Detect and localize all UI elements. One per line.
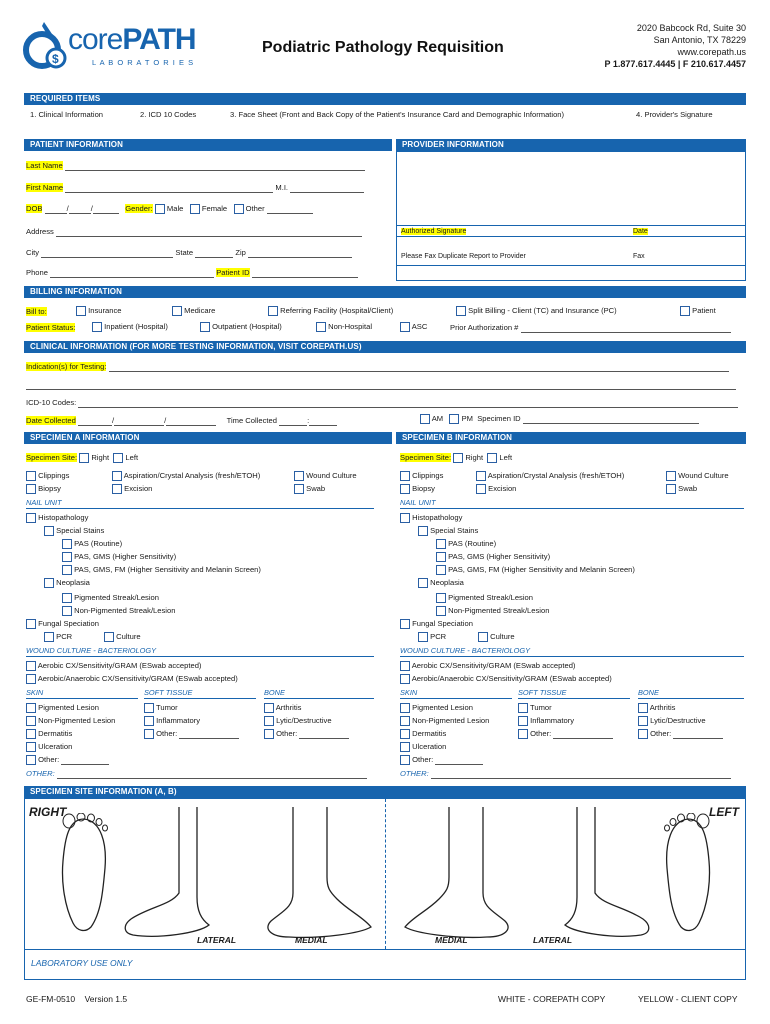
page-title: Podiatric Pathology Requisition [262,39,504,56]
time-hour-field[interactable] [279,416,310,426]
left-lateral-foot-icon [525,807,655,947]
date-collected-year[interactable] [166,418,216,426]
fungal-speciation-label: Fungal Speciation [38,619,99,628]
time-minute-field[interactable] [309,418,337,426]
wound-bacteriology-heading: WOUND CULTURE - BACTERIOLOGY [400,646,744,657]
swab-checkbox[interactable] [666,484,676,494]
asc-checkbox[interactable] [400,322,410,332]
aspiration-label: Aspiration/Crystal Analysis (fresh/ETOH) [487,471,625,480]
specimen-site-label: Specimen Site: [400,453,452,462]
pas-gms-checkbox[interactable] [62,552,72,562]
outpatient-checkbox[interactable] [200,322,210,332]
center-divider [385,799,386,949]
pas-gms-fm-checkbox[interactable] [62,565,72,575]
patient-billing-checkbox[interactable] [680,306,690,316]
svg-text:$: $ [52,52,59,66]
corepath-logo-icon [22,20,68,70]
website: www.corepath.us [677,47,746,57]
tumor-label: Tumor [529,703,552,712]
logo-core-text: core [68,23,123,56]
specimen-other-field[interactable] [431,771,731,779]
aerobic-label: Aerobic CX/Sensitivity/GRAM (ESwab accepted) [411,661,576,670]
biopsy-label: Biopsy [38,484,61,493]
skin-other-field[interactable] [435,757,483,765]
histopathology-label: Histopathology [412,513,463,522]
other-gender-checkbox[interactable] [234,204,244,214]
date-collected-day[interactable] [111,416,167,426]
dob-separator: / [90,204,93,213]
bone-other-checkbox[interactable] [264,729,274,739]
auth-signature-label: Authorized Signature [401,228,467,235]
specimen-a-bar: SPECIMEN A INFORMATION [24,432,392,444]
date-separator: / [164,416,167,425]
date-collected-label: Date Collected [26,416,76,425]
male-checkbox[interactable] [155,204,165,214]
inpatient-checkbox[interactable] [92,322,102,332]
pas-gms-fm-checkbox[interactable] [436,565,446,575]
first-name-field[interactable] [65,185,273,193]
other-gender-label: Other [245,204,265,213]
state-label: State [175,248,194,257]
aspiration-checkbox[interactable] [112,471,122,481]
insurance-label: Insurance [88,306,122,315]
female-checkbox[interactable] [190,204,200,214]
pigmented-lesion-label: Pigmented Lesion [412,703,473,712]
dob-month-field[interactable] [45,206,67,214]
patient-billing-label: Patient [692,306,716,315]
wound-culture-checkbox[interactable] [294,471,304,481]
pigmented-streak-checkbox[interactable] [436,593,446,603]
left-sole-icon [653,813,723,933]
pas-routine-checkbox[interactable] [62,539,72,549]
medial-label-left: MEDIAL [435,935,468,945]
non-pigmented-streak-checkbox[interactable] [436,606,446,616]
ulceration-label: Ulceration [412,742,447,751]
specimen-site-label: Specimen Site: [26,453,78,462]
city-label: City [26,248,40,257]
bone-other-label: Other: [276,729,298,738]
lytic-checkbox[interactable] [264,716,274,726]
culture-label: Culture [116,632,141,641]
skin-other-label: Other: [38,755,60,764]
anaerobic-label: Aerobic/Anaerobic CX/Sensitivity/GRAM (ESwab accepted) [411,674,612,683]
white-copy-label: WHITE - COREPATH COPY [498,994,606,1004]
provider-date-label: Date [633,228,648,235]
soft-tissue-heading: SOFT TISSUE [144,688,256,699]
last-name-label: Last Name [26,161,63,170]
ulceration-checkbox[interactable] [26,742,36,752]
date-collected-month[interactable] [78,416,115,426]
yellow-copy-label: YELLOW - CLIENT COPY [638,994,738,1004]
swab-checkbox[interactable] [294,484,304,494]
neoplasia-checkbox[interactable] [418,578,428,588]
non-pigmented-streak-checkbox[interactable] [62,606,72,616]
special-stains-label: Special Stains [56,526,105,535]
pas-routine-label: PAS (Routine) [448,539,497,548]
neoplasia-label: Neoplasia [56,578,90,587]
site-right-checkbox[interactable] [79,453,89,463]
phone-label: Phone [26,268,48,277]
special-stains-label: Special Stains [430,526,479,535]
soft-other-field[interactable] [179,731,239,739]
site-left-label: Left [499,453,513,462]
asc-label: ASC [411,322,428,331]
non-pigmented-lesion-checkbox[interactable] [26,716,36,726]
skin-heading: SKIN [26,688,138,699]
clinical-info-bar: CLINICAL INFORMATION (FOR MORE TESTING INFORMATION, VISIT COREPATH.US) [24,341,746,353]
site-left-checkbox[interactable] [487,453,497,463]
right-sole-icon [49,813,119,933]
split-billing-label: Split Billing - Client (TC) and Insurance (PC) [468,306,617,315]
non-pigmented-lesion-label: Non-Pigmented Lesion [38,716,116,725]
inflammatory-label: Inflammatory [530,716,575,725]
pas-gms-fm-label: PAS, GMS, FM (Higher Sensitivity and Melanin Screen) [448,565,635,574]
fungal-speciation-label: Fungal Speciation [412,619,473,628]
bone-heading: BONE [264,688,374,699]
logo-subtitle: L A B O R A T O R I E S [92,58,195,67]
dermatitis-label: Dermatitis [412,729,447,738]
soft-tissue-heading: SOFT TISSUE [518,688,630,699]
phone-fax: P 1.877.617.4445 | F 210.617.4457 [604,59,746,69]
ulceration-label: Ulceration [38,742,73,751]
bone-other-field[interactable] [299,731,349,739]
left-medial-foot-icon [393,807,523,947]
pas-gms-fm-label: PAS, GMS, FM (Higher Sensitivity and Melanin Screen) [74,565,261,574]
site-left-label: Left [125,453,139,462]
aspiration-label: Aspiration/Crystal Analysis (fresh/ETOH) [123,471,261,480]
time-collected-label: Time Collected [226,416,277,425]
outpatient-label: Outpatient (Hospital) [212,322,282,331]
lab-address [605,22,746,70]
indications-field-2[interactable] [26,382,736,390]
pcr-label: PCR [56,632,73,641]
excision-checkbox[interactable] [476,484,486,494]
clippings-label: Clippings [412,471,444,480]
anaerobic-checkbox[interactable] [26,674,36,684]
mi-field[interactable] [290,185,364,193]
skin-other-label: Other: [412,755,434,764]
non-pigmented-streak-label: Non-Pigmented Streak/Lesion [74,606,176,615]
gender-label: Gender: [125,204,153,213]
female-label: Female [201,204,228,213]
skin-other-field[interactable] [61,757,109,765]
ulceration-checkbox[interactable] [400,742,410,752]
fax-label: Fax [633,253,645,260]
tumor-checkbox[interactable] [518,703,528,713]
excision-checkbox[interactable] [112,484,122,494]
provider-info-bar: PROVIDER INFORMATION [396,139,746,151]
soft-other-field[interactable] [553,731,613,739]
pas-gms-label: PAS, GMS (Higher Sensitivity) [74,552,177,561]
nail-unit-heading: NAIL UNIT [400,498,744,509]
culture-checkbox[interactable] [478,632,488,642]
pcr-checkbox[interactable] [44,632,54,642]
aspiration-checkbox[interactable] [476,471,486,481]
billing-info-bar: BILLING INFORMATION [24,286,746,298]
biopsy-checkbox[interactable] [400,484,410,494]
clippings-checkbox[interactable] [400,471,410,481]
aerobic-checkbox[interactable] [400,661,410,671]
icd-label: ICD-10 Codes: [26,398,77,407]
pas-gms-checkbox[interactable] [436,552,446,562]
inflammatory-checkbox[interactable] [518,716,528,726]
histopathology-checkbox[interactable] [400,513,410,523]
indications-label: Indication(s) for Testing: [26,362,107,371]
mi-label: M.I. [275,183,289,192]
pas-routine-checkbox[interactable] [436,539,446,549]
wound-culture-label: Wound Culture [306,471,357,480]
bone-other-checkbox[interactable] [638,729,648,739]
referring-facility-checkbox[interactable] [268,306,278,316]
lateral-label-left: LATERAL [533,935,573,945]
right-lateral-foot-icon [119,807,249,947]
diagram-bottom-line [25,949,745,950]
site-right-label: Right [465,453,484,462]
dob-separator: / [66,204,69,213]
pigmented-lesion-label: Pigmented Lesion [38,703,99,712]
lytic-label: Lytic/Destructive [276,716,332,725]
specimen-b-section [398,444,748,784]
site-right-label: Right [91,453,110,462]
neoplasia-checkbox[interactable] [44,578,54,588]
required-items-bar: REQUIRED ITEMS [24,93,746,105]
pcr-label: PCR [430,632,447,641]
provider-box[interactable] [396,151,746,281]
non-pigmented-streak-label: Non-Pigmented Streak/Lesion [448,606,550,615]
site-left-checkbox[interactable] [113,453,123,463]
patient-info-bar: PATIENT INFORMATION [24,139,392,151]
culture-label: Culture [490,632,515,641]
pigmented-streak-checkbox[interactable] [62,593,72,603]
icd-field[interactable] [78,400,738,408]
aerobic-checkbox[interactable] [26,661,36,671]
patient-id-label: Patient ID [216,268,250,277]
logo-path-text: PATH [122,23,196,56]
biopsy-label: Biopsy [412,484,435,493]
pigmented-streak-label: Pigmented Streak/Lesion [74,593,159,602]
non-hospital-label: Non-Hospital [328,322,373,331]
wound-culture-checkbox[interactable] [666,471,676,481]
bone-heading: BONE [638,688,744,699]
medicare-checkbox[interactable] [172,306,182,316]
insurance-checkbox[interactable] [76,306,86,316]
inpatient-label: Inpatient (Hospital) [104,322,168,331]
left-label: LEFT [709,805,739,819]
soft-other-label: Other: [156,729,178,738]
soft-other-label: Other: [530,729,552,738]
dermatitis-checkbox[interactable] [400,729,410,739]
special-stains-checkbox[interactable] [44,526,54,536]
arthritis-checkbox[interactable] [638,703,648,713]
pm-label: PM [461,414,473,423]
non-pigmented-lesion-checkbox[interactable] [400,716,410,726]
non-hospital-checkbox[interactable] [316,322,326,332]
referring-facility-label: Referring Facility (Hospital/Client) [280,306,394,315]
other-caps-label: OTHER: [26,769,55,778]
skin-heading: SKIN [400,688,512,699]
patient-id-field[interactable] [252,270,358,278]
phone-field[interactable] [50,270,214,278]
special-stains-checkbox[interactable] [418,526,428,536]
address-label: Address [26,227,54,236]
pm-checkbox[interactable] [449,414,459,424]
site-info-bar: SPECIMEN SITE INFORMATION (A, B) [24,786,746,798]
dob-day-field[interactable] [66,204,91,214]
non-pigmented-lesion-label: Non-Pigmented Lesion [412,716,490,725]
pigmented-lesion-checkbox[interactable] [26,703,36,713]
swab-label: Swab [678,484,698,493]
inflammatory-checkbox[interactable] [144,716,154,726]
form-number: GE-FM-0510 [26,994,76,1004]
address-line2: San Antonio, TX 78229 [653,35,746,45]
pigmented-lesion-checkbox[interactable] [400,703,410,713]
prior-auth-field[interactable] [521,325,731,333]
required-item-4: 4. Provider's Signature [636,110,713,119]
split-billing-checkbox[interactable] [456,306,466,316]
address-line1: 2020 Babcock Rd, Suite 30 [636,23,746,33]
fungal-speciation-checkbox[interactable] [26,619,36,629]
other-caps-label: OTHER: [400,769,429,778]
right-medial-foot-icon [253,807,383,947]
dob-label: DOB [26,204,43,213]
histopathology-label: Histopathology [38,513,89,522]
time-separator: : [307,416,310,425]
pas-gms-label: PAS, GMS (Higher Sensitivity) [448,552,551,561]
site-diagram-box[interactable] [24,798,746,980]
neoplasia-label: Neoplasia [430,578,464,587]
am-checkbox[interactable] [420,414,430,424]
zip-field[interactable] [248,250,352,258]
required-item-2: 2. ICD 10 Codes [140,110,197,119]
swab-label: Swab [306,484,326,493]
city-field[interactable] [41,250,173,258]
last-name-field[interactable] [65,163,365,171]
pas-routine-label: PAS (Routine) [74,539,123,548]
lytic-checkbox[interactable] [638,716,648,726]
clippings-checkbox[interactable] [26,471,36,481]
pigmented-streak-label: Pigmented Streak/Lesion [448,593,533,602]
am-label: AM [431,414,444,423]
biopsy-checkbox[interactable] [26,484,36,494]
lab-use-label: LABORATORY USE ONLY [31,958,133,968]
skin-other-checkbox[interactable] [26,755,36,765]
arthritis-checkbox[interactable] [264,703,274,713]
site-right-checkbox[interactable] [453,453,463,463]
indications-field[interactable] [109,364,729,372]
right-label: RIGHT [29,805,67,819]
dob-year-field[interactable] [90,204,119,214]
logo [22,20,222,72]
aerobic-label: Aerobic CX/Sensitivity/GRAM (ESwab accepted) [37,661,202,670]
dermatitis-label: Dermatitis [38,729,73,738]
dermatitis-checkbox[interactable] [26,729,36,739]
bone-other-field[interactable] [673,731,723,739]
lateral-label-right: LATERAL [197,935,237,945]
clippings-label: Clippings [38,471,70,480]
wound-bacteriology-heading: WOUND CULTURE - BACTERIOLOGY [26,646,374,657]
lytic-label: Lytic/Destructive [650,716,706,725]
pcr-checkbox[interactable] [418,632,428,642]
fungal-speciation-checkbox[interactable] [400,619,410,629]
tumor-label: Tumor [155,703,178,712]
fax-duplicate-label: Please Fax Duplicate Report to Provider [401,253,526,260]
date-separator: / [111,416,115,425]
nail-unit-heading: NAIL UNIT [26,498,374,509]
anaerobic-label: Aerobic/Anaerobic CX/Sensitivity/GRAM (ESwab accepted) [37,674,238,683]
excision-label: Excision [124,484,153,493]
first-name-label: First Name [26,183,64,192]
inflammatory-label: Inflammatory [156,716,201,725]
specimen-a-section [24,444,394,784]
arthritis-label: Arthritis [649,703,676,712]
anaerobic-checkbox[interactable] [400,674,410,684]
prior-auth-label: Prior Authorization # [450,323,519,332]
patient-status-label: Patient Status: [26,323,76,332]
zip-label: Zip [235,248,246,257]
tumor-checkbox[interactable] [144,703,154,713]
required-item-3: 3. Face Sheet (Front and Back Copy of the Patient's Insurance Card and Demographic Information) [230,110,565,119]
form-version: Version 1.5 [84,994,128,1004]
specimen-b-bar: SPECIMEN B INFORMATION [396,432,746,444]
excision-label: Excision [488,484,517,493]
medial-label-right: MEDIAL [295,935,328,945]
specimen-other-field[interactable] [57,771,367,779]
soft-other-checkbox[interactable] [144,729,154,739]
bill-to-label: Bill to: [26,307,47,316]
medicare-label: Medicare [184,306,216,315]
specimen-id-label: Specimen ID [477,414,521,423]
arthritis-label: Arthritis [275,703,302,712]
male-label: Male [166,204,184,213]
specimen-id-field[interactable] [523,416,699,424]
other-gender-field[interactable] [267,206,313,214]
culture-checkbox[interactable] [104,632,114,642]
skin-other-checkbox[interactable] [400,755,410,765]
state-field[interactable] [195,250,233,258]
soft-other-checkbox[interactable] [518,729,528,739]
wound-culture-label: Wound Culture [678,471,729,480]
address-field[interactable] [56,229,362,237]
histopathology-checkbox[interactable] [26,513,36,523]
required-item-1: 1. Clinical Information [30,110,104,119]
bone-other-label: Other: [650,729,672,738]
